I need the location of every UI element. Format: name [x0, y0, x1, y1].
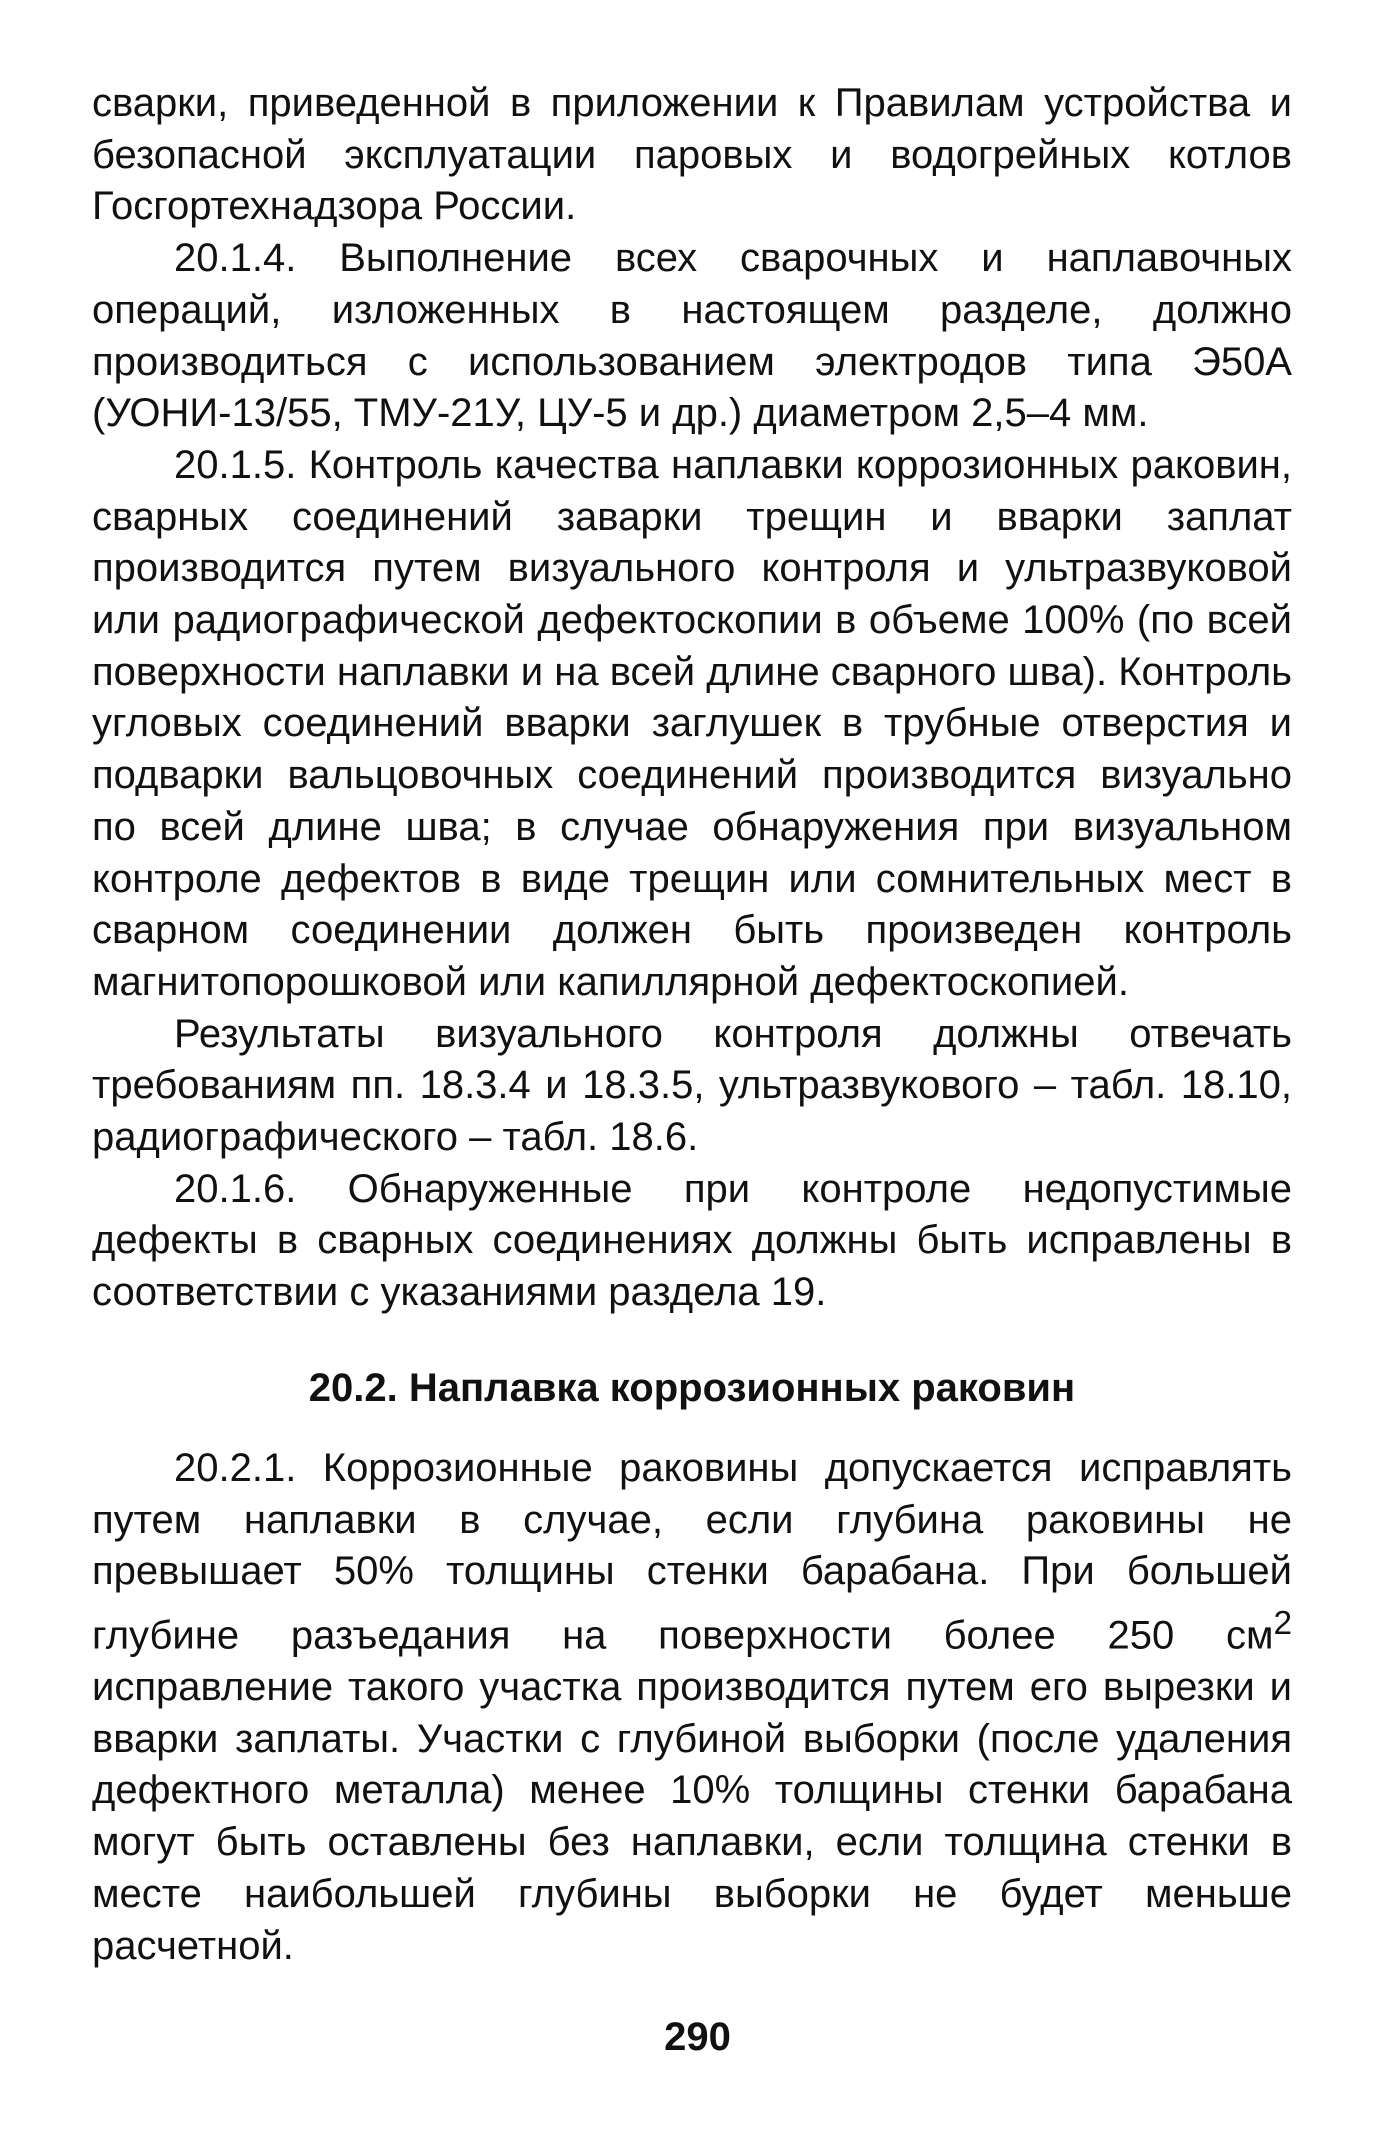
- paragraph-20-2-1-part1: 20.2.1. Коррозионные раковины допускается исправлять путем наплавки в случае, если глубина раковины не превышает 50% толщины стенки барабана. При большей глубине разъедания на поверхности более 250 см: [92, 1445, 1292, 1658]
- paragraph-20-1-5: 20.1.5. Контроль качества наплавки коррозионных раковин, сварных соединений заварки трещин и вварки заплат производится путем визуального контроля и ультразвуковой или радиографической дефектоскопии в объеме 100% (по всей поверхности наплавки и на всей длине сварного шва). Контроль угловых соединений вварки заглушек в трубные отверстия и подварки вальцовочных соединений производится визуально по всей длине шва; в случае обнаружения при визуальном контроле дефектов в виде трещин или сомнительных мест в сварном соединении должен быть произведен контроль магнитопорошковой или капиллярной дефектоскопией.: [92, 442, 1292, 1004]
- paragraph-results: Результаты визуального контроля должны отвечать требованиям пп. 18.3.4 и 18.3.5, ультразвукового – табл. 18.10, радиографического – табл. 18.6.: [92, 1011, 1292, 1160]
- page-number: 290: [664, 2015, 731, 2059]
- section-heading: 20.2. Наплавка коррозионных раковин: [308, 1365, 1076, 1410]
- paragraph-20-1-6: 20.1.6. Обнаруженные при контроле недопустимые дефекты в сварных соединениях должны быть исправлены в соответствии с указаниями раздела 19.: [92, 1166, 1292, 1315]
- paragraph-20-2-1-part2: исправление такого участка производится путем его вырезки и вварки заплаты. Участки с глубиной выборки (после удаления дефектного металла) менее 10% толщины стенки барабана могут быть оставлены без наплавки, если толщина стенки в месте наибольшей глубины выборки не будет меньше расчетной.: [92, 1665, 1292, 1968]
- paragraph-20-1-4: 20.1.4. Выполнение всех сварочных и наплавочных операций, изложенных в настоящем разделе, должно производиться с использованием электродов типа Э50А (УОНИ-13/55, ТМУ-21У, ЦУ-5 и др.) диаметром 2,5–4 мм.: [92, 236, 1292, 436]
- page-body: [92, 78, 1292, 1972]
- paragraph-continuation: сварки, приведенной в приложении к Правилам устройства и безопасной эксплуатации паровых и водогрейных котлов Госгортехнадзора России.: [92, 81, 1292, 229]
- paragraph-20-2-1: [92, 1443, 1292, 1972]
- superscript-2: 2: [1273, 1604, 1292, 1642]
